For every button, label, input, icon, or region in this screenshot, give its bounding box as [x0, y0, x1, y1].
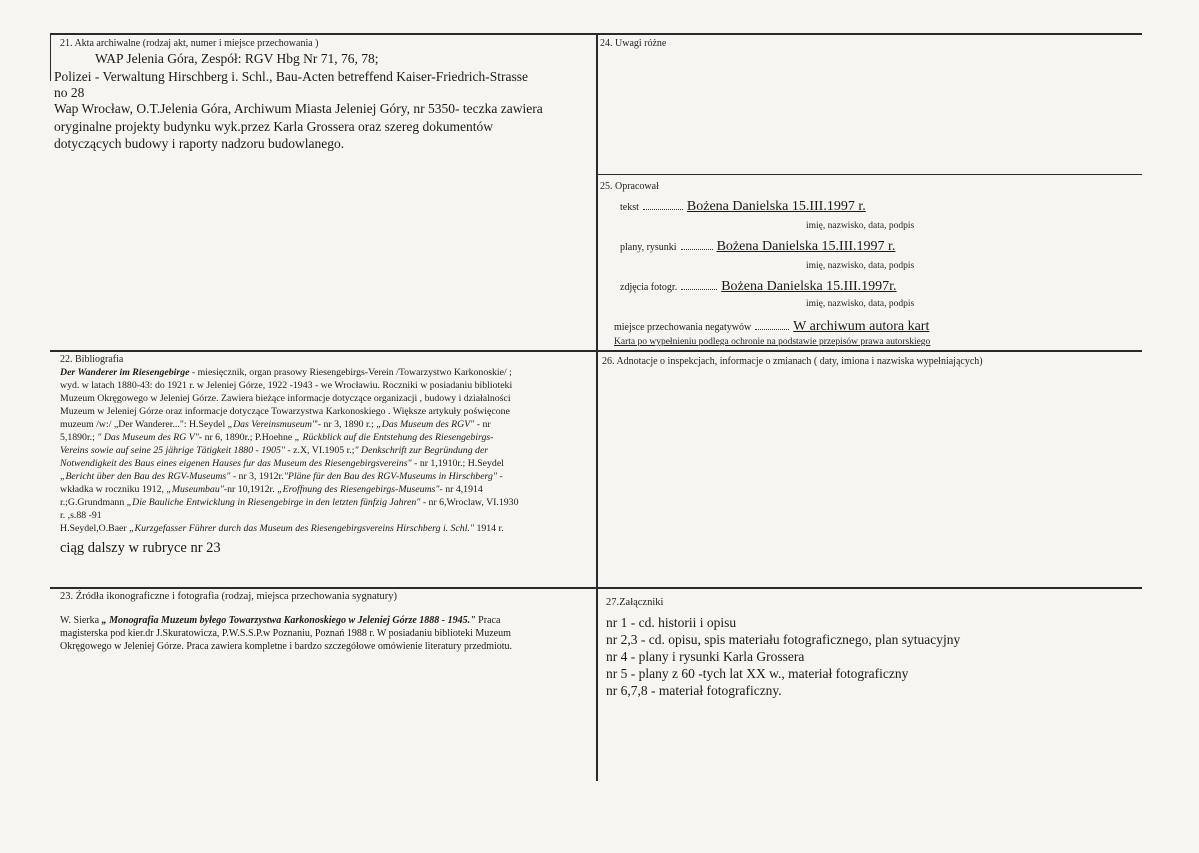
- bib-text: -nr 10,1912r.: [223, 484, 278, 495]
- bib-line: [60, 470, 503, 483]
- bib-line: [60, 483, 483, 496]
- src-line: magisterska pod kier.dr J.Skuratowicza, P.W.S.S.P.w Poznaniu, Poznań 1988 r. W posiadaniu biblioteki Muzeum: [60, 628, 511, 639]
- bib-title: „Das Museum des RGV": [376, 419, 475, 430]
- bib-text: - z.X, VI.1905 r.;: [284, 445, 355, 456]
- zdjecia-value: Bożena Danielska 15.III.1997r.: [721, 279, 897, 294]
- s21-line: dotyczących budowy i raporty nadzoru budowlanego.: [54, 136, 345, 151]
- section-26-label: 26. Adnotacje o inspekcjach, informacje o zmianach ( daty, imiona i nazwiska wypełniających): [602, 356, 983, 367]
- s21-line: no 28: [54, 85, 85, 100]
- divider-24-25: [596, 174, 1142, 175]
- bib-text: wkładka w roczniku 1912,: [60, 484, 167, 495]
- copyright-note: Karta po wypełnieniu podlega ochronie na podstawie przepisów prawa autorskiego: [614, 337, 931, 347]
- section-24-remarks: [598, 36, 1138, 172]
- bib-line: r. ,s.88 -91: [60, 510, 102, 521]
- attachment-item: nr 2,3 - cd. opisu, spis materiału fotograficznego, plan sytuacyjny: [606, 632, 961, 647]
- continuation-note: ciąg dalszy w rubryce nr 23: [60, 540, 221, 556]
- bib-line: [60, 431, 493, 444]
- bib-title: "Pläne für den Bau des RGV-Museums in Hirschberg": [283, 471, 498, 482]
- bib-text: r.;G.Grundmann: [60, 497, 127, 508]
- attachment-item: nr 6,7,8 - materiał fotograficzny.: [606, 683, 782, 698]
- section-21-label: 21. Akta archiwalne (rodzaj akt, numer i miejsce przechowania ): [60, 38, 319, 49]
- bib-text: - nr 6,Wroclaw, VI.1930: [420, 497, 519, 508]
- src-line: Okręgowego w Jeleniej Górze. Praca zawiera kompletne i bardzo szczegółowe omówienie literatury przedmiotu.: [60, 641, 513, 652]
- s21-line: oryginalne projekty budynku wyk.przez Karla Grossera oraz szereg dokumentów: [54, 119, 493, 134]
- tekst-label: tekst: [620, 202, 639, 213]
- bib-title: „Eroffnung des Riesengebirgs-Museums": [277, 484, 440, 495]
- section-25-prepared-by: [598, 177, 1142, 349]
- dots: [681, 289, 717, 290]
- bib-text: - nr 6, 1890r.; P.Hoehne: [198, 432, 295, 443]
- negatives-row: [614, 317, 929, 335]
- bib-line: Muzeum w Jeleniej Górze oraz informacje dotyczące Towarzystwa Karkonoskiego . Większe artykuły poświęcone: [60, 406, 510, 417]
- plany-caption: imię, nazwisko, data, podpis: [806, 261, 915, 271]
- zdjecia-label: zdjęcia fotogr.: [620, 282, 678, 293]
- tekst-caption: imię, nazwisko, data, podpis: [806, 221, 915, 231]
- bib-text: muzeum /w:/ „Der Wanderer...": H.Seydel: [60, 419, 228, 430]
- attachment-item: nr 1 - cd. historii i opisu: [606, 615, 737, 630]
- src-line: [60, 614, 500, 627]
- bib-title: „Das Vereinsmuseum": [227, 419, 317, 430]
- bib-title: „Bericht über den Bau des RGV-Museums": [60, 471, 231, 482]
- attachment-item: nr 5 - plany z 60 -tych lat XX w., materiał fotograficzny: [606, 666, 909, 681]
- bib-line: [60, 444, 488, 457]
- tekst-row: [620, 197, 866, 215]
- bib-title: „ Rückblick auf die Entstehung des Riesengebirgs-: [294, 432, 494, 443]
- section-21-archival-records: [52, 36, 592, 348]
- dots: [755, 329, 789, 330]
- src-text: Praca: [475, 615, 501, 626]
- plany-value: Bożena Danielska 15.III.1997 r.: [716, 239, 896, 254]
- bib-title: " Denkschrift zur Begründung der: [354, 445, 489, 456]
- bib-line: [60, 522, 504, 535]
- section-26-annotations: [598, 352, 1138, 586]
- section-25-label: 25. Opracował: [600, 181, 659, 192]
- left-border-21: [50, 33, 51, 81]
- bib-text: H.Seydel,O.Baer: [60, 523, 130, 534]
- s21-line: Polizei - Verwaltung Hirschberg i. Schl., Bau-Acten betreffend Kaiser-Friedrich-Strasse: [54, 69, 528, 84]
- section-22-label: 22. Bibliografia: [60, 354, 124, 365]
- bib-title: Vereins sowie auf seine 25 jährige Tätigkeit 1880 - 1905": [60, 445, 285, 456]
- bib-text: - nr 1,1910r.; H.Seydel: [411, 458, 504, 469]
- bib-text: - nr 3, 1912r.: [230, 471, 284, 482]
- bib-text: - miesięcznik, organ prasowy Riesengebirgs-Verein /Towarzystwo Karkonoskie/ ;: [189, 367, 512, 378]
- section-27-label: 27.Załączniki: [606, 597, 664, 608]
- s21-line: Wap Wrocław, O.T.Jelenia Góra, Archiwum Miasta Jeleniej Góry, nr 5350- teczka zawiera: [54, 101, 543, 116]
- section-24-label: 24. Uwagi różne: [600, 38, 667, 49]
- section-22-bibliography: [58, 352, 594, 586]
- plany-label: plany, rysunki: [620, 242, 677, 253]
- bib-line: [60, 418, 491, 431]
- bib-text: - nr: [474, 419, 491, 430]
- bib-title: „Die Bauliche Entwicklung in Riesengebirge in den letzten fünfzig Jahren": [126, 497, 421, 508]
- zdjecia-caption: imię, nazwisko, data, podpis: [806, 299, 915, 309]
- bib-title: Notwendigkeit des Baus eines eigenen Hauses fur das Museum des Riesengebirgsvereins": [60, 458, 412, 469]
- bib-line: [60, 366, 512, 379]
- bib-text: - nr 4,1914: [439, 484, 483, 495]
- plany-row: [620, 237, 895, 255]
- bib-line: [60, 496, 518, 509]
- s21-line: WAP Jelenia Góra, Zespół: RGV Hbg Nr 71, 76, 78;: [95, 51, 379, 66]
- bib-title: Der Wanderer im Riesengebirge: [60, 367, 190, 378]
- section-23-iconographic-sources: [58, 589, 594, 779]
- zdjecia-row: [620, 277, 897, 295]
- dots: [643, 209, 683, 210]
- bib-title: „Kurzgefasser Führer durch das Museum des Riesengebirgsvereins Hirschberg i. Schl.": [129, 523, 474, 534]
- section-27-attachments: [600, 589, 1138, 779]
- bib-line: [60, 457, 504, 470]
- tekst-value: Bożena Danielska 15.III.1997 r.: [686, 199, 866, 214]
- bib-title: " Das Museum des RG V": [97, 432, 199, 443]
- src-text: W. Sierka: [60, 615, 102, 626]
- negatives-value: W archiwum autora kart: [793, 319, 930, 334]
- bib-text: -: [497, 471, 503, 482]
- negatives-label: miejsce przechowania negatywów: [614, 322, 752, 333]
- bib-text: 1914 r.: [474, 523, 504, 534]
- bib-title: „Museumbau": [166, 484, 224, 495]
- bib-text: 5,1890r.;: [60, 432, 98, 443]
- bib-line: wyd. w latach 1880-43: do 1921 r. w Jeleniej Górze, 1922 -1943 - we Wrocławiu. Roczniki w posiadaniu biblioteki: [60, 380, 513, 391]
- src-title: „ Monografia Muzeum byłego Towarzystwa Karkonoskiego w Jeleniej Górze 1888 - 1945.": [101, 615, 476, 626]
- section-23-label: 23. Źródła ikonograficzne i fotografia (rodzaj, miejsca przechowania sygnatury): [60, 591, 398, 602]
- attachment-item: nr 4 - plany i rysunki Karla Grossera: [606, 649, 805, 664]
- bib-line: Muzeum Okręgowego w Jeleniej Górze. Zawiera bieżące informacje dotyczące organizacji , budowy i działalności: [60, 393, 511, 404]
- bib-text: '- nr 3, 1890 r.;: [316, 419, 377, 430]
- dots: [681, 249, 713, 250]
